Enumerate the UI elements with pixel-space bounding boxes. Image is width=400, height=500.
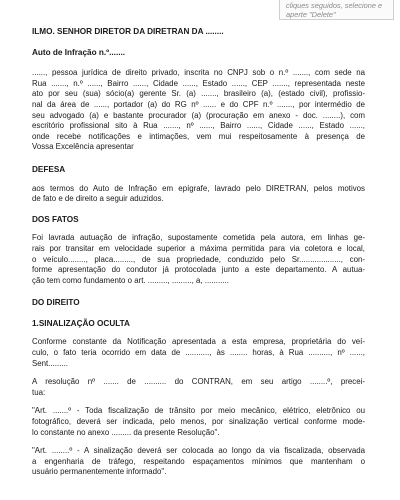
text-line: Rua ......., n.º ......, Bairro ......, Cidade ......, Estado ......, CEP ......., representada neste <box>32 78 365 88</box>
text-line: culo, o fato teria ocorrido em data de ..........., às ........ horas, à Rua .........., nº ......, <box>32 348 365 358</box>
text-line: Sent......... <box>32 358 68 368</box>
article-quote-2 <box>32 446 365 478</box>
text-line: ção tem como fundamento o art. ........., ........., a, ........... <box>32 275 229 285</box>
text-line: seu advogado (a) e bastante procurador (a) (procuração em anexo - doc. ........), com <box>32 110 365 120</box>
text-line: Foi lavrada autuação de infração, supostamente cometida pela autora, em linhas ge- <box>32 233 365 243</box>
text-line: de fato e de direito a seguir aduzidos. <box>32 194 164 204</box>
text-line: usuário permanentemente informado". <box>32 467 167 477</box>
text-line: a engenharia de tráfego, respeitando espaçamentos mínimos que mantenham o <box>32 456 365 466</box>
text-line: Vossa Excelência apresentar <box>32 142 134 152</box>
text-line: "Art. .......º - Toda fiscalização de trânsito por meio mecânico, elétrico, eletrônico ou <box>32 406 365 416</box>
text-line: aos termos do Auto de Infração em epígrafe, lavrado pelo DIRETRAN, pelos motivos <box>32 183 365 193</box>
fatos-paragraph <box>32 233 365 286</box>
section-title-direito: DO DIREITO <box>32 298 80 308</box>
tooltip-line: aperte "Delete" <box>286 10 336 19</box>
document-header: ILMO. SENHOR DIRETOR DA DIRETRAN DA ........ <box>32 27 224 36</box>
document-body <box>32 27 365 478</box>
text-line: "Art. ........º - A sinalização deverá ser colocada ao longo da via fiscalizada, observada <box>32 446 365 456</box>
sinalizacao-paragraph <box>32 337 365 369</box>
text-line: fotográfico, deverá ser indicada, pelo menos, por sinalização vertical conforme mode- <box>32 417 365 427</box>
text-line: nal da área de ......, portador (a) do RG nº ...... e do CPF n.º ......., por intermédio de <box>32 99 365 109</box>
text-line: o veículo........, placa........., de sua propriedade, conduzido pelo Sr..................., con- <box>32 254 365 264</box>
text-line: forme apresentação do condutor já protocolada junto a este departamento. A autua- <box>32 265 365 275</box>
text-line: tua: <box>32 387 46 397</box>
text-line: ......, pessoa jurídica de direito privado, inscrita no CNPJ sob o n.º ......., com sede na <box>32 68 365 78</box>
article-quote-1 <box>32 406 365 438</box>
subsection-title-sinalizacao: 1.SINALIZAÇÃO OCULTA <box>32 318 130 328</box>
tooltip-line: cliques seguidos, selecione e <box>286 1 383 10</box>
help-tooltip <box>279 0 394 20</box>
intro-paragraph <box>32 68 365 153</box>
text-line: onde recebe notificações e intimações, vem mui respeitosamente à presença de <box>32 131 365 141</box>
defesa-paragraph <box>32 184 365 205</box>
text-line: escritório profissional sito à Rua ......., nº ......, Bairro ......, Cidade ......, Estado ......, <box>32 121 365 131</box>
resolucao-paragraph <box>32 377 365 398</box>
text-line: A resolução nº ....... de .......... do CONTRAN, em seu artigo ........º, precei- <box>32 377 365 387</box>
text-line: rais por transitar em velocidade superior a máxima permitida para via coletora e local, <box>32 243 365 253</box>
text-line: Conforme constante da Notificação apresentada a esta empresa, proprietária do veí- <box>32 337 365 347</box>
section-title-fatos: DOS FATOS <box>32 214 79 224</box>
section-title-defesa: DEFESA <box>32 164 66 174</box>
text-line: ato por seu (sua) sócio(a) gerente Sr. (a) ......., brasileiro (a), (estado civil), profissio- <box>32 89 365 99</box>
infraction-number: Auto de Infração n.º....... <box>32 47 126 57</box>
top-bar <box>0 0 400 24</box>
text-line: lo constante no anexo ......... da presente Resolução". <box>32 427 220 437</box>
